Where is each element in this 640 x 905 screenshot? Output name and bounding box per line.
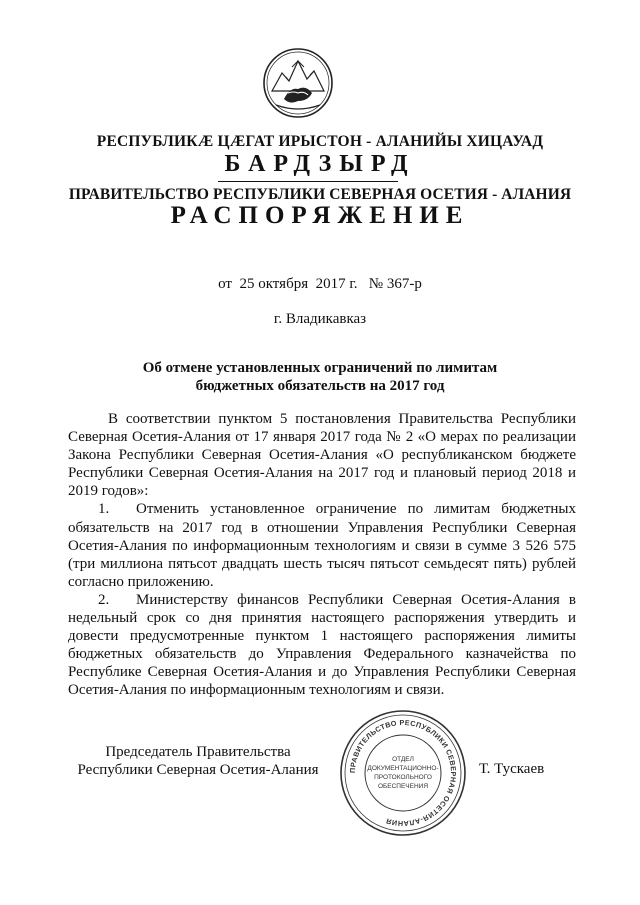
- stamp-line3: ПРОТОКОЛЬНОГО: [374, 774, 432, 781]
- document-title-line1: Об отмене установленных ограничений по лимитам: [142, 360, 498, 376]
- item-number: 1.: [98, 501, 110, 518]
- header-russian: ПРАВИТЕЛЬСТВО РЕСПУБЛИКИ СЕВЕРНАЯ ОСЕТИЯ - АЛАНИЯ: [68, 186, 572, 203]
- stamp-line1: ОТДЕЛ: [392, 756, 414, 763]
- document-title-line2: бюджетных обязательств на 2017 год: [195, 378, 445, 394]
- header-bardzyrd: БАРДЗЫРД: [224, 151, 416, 177]
- coat-of-arms-emblem: [262, 47, 334, 119]
- official-stamp: [338, 708, 468, 838]
- document-title: [0, 359, 640, 395]
- stamp-ring-text: ПРАВИТЕЛЬСТВО РЕСПУБЛИКИ СЕВЕРНАЯ ОСЕТИЯ-АЛАНИЯ: [347, 717, 459, 829]
- document-type-heading: РАСПОРЯЖЕНИЕ: [170, 202, 470, 229]
- header-divider: [218, 181, 398, 182]
- item-text: Министерству финансов Республики Северная Осетия-Алания в недельный срок со дня принятия настоящего распоряжения утвердить и довести предусмотренные пунктом 1 настоящего распоряжения лимиты бюджетных обязательств до Управления Федерального казначейства по Республике Северная Осетия-Алания и до Управления Республики Северная Осетия-Алания по информационным технологиям и связи.: [68, 591, 576, 699]
- item-text: Отменить установленное ограничение по лимитам бюджетных обязательств на 2017 год в отношении Управления Республики Северная Осетия-Алания по информационным технологиям и связи в сумме 3 526 575 (три миллиона пятьсот двадцать шесть тысяч пятьсот семьдесят пять) рублей согласно приложению.: [68, 501, 576, 590]
- signatory-position-line1: Председатель Правительства: [105, 744, 291, 760]
- header-ossetian: РЕСПУБЛИКӔ ЦӔГАТ ИРЫСТОН - АЛАНИЙЫ ХИЦАУАД: [96, 133, 544, 150]
- document-body: [68, 410, 576, 700]
- document-date-number: от 25 октября 2017 г. № 367-р: [218, 276, 422, 292]
- stamp-line2: ДОКУМЕНТАЦИОННО-: [367, 765, 439, 772]
- item-number: 2.: [98, 591, 110, 608]
- signatory-name: Т. Тускаев: [479, 761, 545, 777]
- list-item: [68, 500, 576, 590]
- list-item: [68, 591, 576, 700]
- signatory-position-line2: Республики Северная Осетия-Алания: [77, 762, 319, 778]
- intro-paragraph: В соответствии пунктом 5 постановления Правительства Республики Северная Осетия-Алания от 17 января 2017 года № 2 «О мерах по реализации Закона Республики Северная Осетия-Алания «О республиканском бюджете Республики Северная Осетия-Алания на 2017 год и плановый период 2018 и 2019 годов»:: [68, 411, 576, 500]
- document-city: г. Владикавказ: [273, 311, 367, 327]
- signatory-position: [68, 743, 328, 779]
- stamp-line4: ОБЕСПЕЧЕНИЯ: [377, 783, 429, 790]
